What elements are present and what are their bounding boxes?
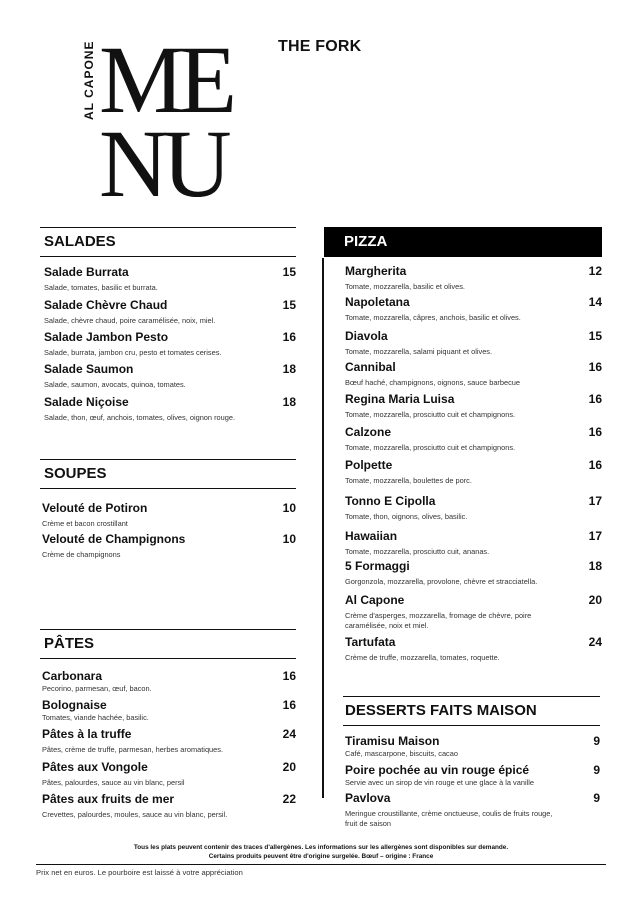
desserts-section [343, 696, 600, 829]
allergen-note-line1: Tous les plats peuvent contenir des traces d'allergènes. Les informations sur les allergènes sont disponibles sur demande. [133, 844, 509, 851]
menu-item: Regina Maria Luisa 16 Tomate, mozzarella, prosciutto cuit et champignons. [345, 392, 602, 419]
menu-item: 5 Formaggi 18 Gorgonzola, mozzarella, provolone, chèvre et stracciatella. [345, 559, 602, 586]
prices-note: Prix net en euros. Le pourboire est laissé à votre appréciation [36, 868, 243, 877]
menu-item: Carbonara 16 Pecorino, parmesan, œuf, bacon. [42, 669, 296, 693]
menu-item: Salade Chèvre Chaud 15 Salade, chèvre chaud, poire caramélisée, noix, miel. [44, 298, 296, 325]
pizza-title: PIZZA [324, 227, 602, 257]
menu-item: Cannibal 16 Bœuf haché, champignons, oignons, sauce barbecue [345, 360, 602, 387]
menu-item: Pâtes à la truffe 24 Pâtes, crème de truffe, parmesan, herbes aromatiques. [42, 727, 296, 754]
desserts-title: DESSERTS FAITS MAISON [343, 696, 600, 726]
menu-item: Salade Burrata 15 Salade, tomates, basilic et burrata. [44, 265, 296, 292]
footer-divider [36, 864, 606, 865]
menu-item: Tonno E Cipolla 17 Tomate, thon, oignons, olives, basilic. [345, 494, 602, 521]
restaurant-name: AL CAPONE [82, 40, 96, 120]
menu-item: Polpette 16 Tomate, mozzarella, boulettes de porc. [345, 458, 602, 485]
pates-section [40, 629, 296, 822]
menu-item: Velouté de Champignons 10 Crème de champignons [42, 532, 296, 559]
menu-item: Diavola 15 Tomate, mozzarella, salami piquant et olives. [345, 329, 602, 356]
salades-section [40, 227, 296, 427]
menu-item: Salade Niçoise 18 Salade, thon, œuf, anchois, tomates, olives, oignon rouge. [44, 395, 296, 422]
pizza-section [324, 227, 602, 665]
menu-item: Salade Saumon 18 Salade, saumon, avocats, quinoa, tomates. [44, 362, 296, 389]
menu-item: Tartufata 24 Crème de truffe, mozzarella, tomates, roquette. [345, 635, 602, 662]
pates-title: PÂTES [40, 629, 296, 659]
menu-word-line1: ME [99, 26, 231, 133]
menu-logo [83, 26, 263, 217]
partner-name: THE FORK [278, 38, 362, 55]
menu-item: Tiramisu Maison 9 Café, mascarpone, biscuits, cacao [345, 734, 600, 758]
allergen-note [36, 843, 606, 861]
soupes-section [40, 459, 296, 563]
menu-item: Salade Jambon Pesto 16 Salade, burrata, jambon cru, pesto et tomates cerises. [44, 330, 296, 357]
menu-item: Margherita 12 Tomate, mozzarella, basilic et olives. [345, 264, 602, 291]
menu-item: Pâtes aux fruits de mer 22 Crevettes, palourdes, moules, sauce au vin blanc, persil. [42, 792, 296, 819]
menu-word-line2: NU [99, 110, 226, 217]
menu-item: Bolognaise 16 Tomates, viande hachée, basilic. [42, 698, 296, 722]
menu-item: Pâtes aux Vongole 20 Pâtes, palourdes, sauce au vin blanc, persil [42, 760, 296, 787]
menu-item: Velouté de Potiron 10 Crème et bacon crostillant [42, 501, 296, 528]
menu-item: Calzone 16 Tomate, mozzarella, prosciutto cuit et champignons. [345, 425, 602, 452]
soupes-title: SOUPES [40, 459, 296, 489]
menu-item: Poire pochée au vin rouge épicé 9 Servie avec un sirop de vin rouge et une glace à la vanille [345, 763, 600, 787]
menu-item: Hawaiian 17 Tomate, mozzarella, prosciutto cuit, ananas. [345, 529, 602, 556]
allergen-note-line2: Certains produits peuvent être d'origine surgelée. Bœuf – origine : France [208, 853, 434, 860]
menu-item: Napoletana 14 Tomate, mozzarella, câpres, anchois, basilic et olives. [345, 295, 602, 322]
menu-item: Pavlova 9 Meringue croustillante, crème onctueuse, coulis de fruits rouge, fruit de saison [345, 791, 600, 828]
menu-item: Al Capone 20 Crème d'asperges, mozzarella, fromage de chèvre, poire caramélisée, noix et miel. [345, 593, 602, 630]
salades-title: SALADES [40, 227, 296, 257]
